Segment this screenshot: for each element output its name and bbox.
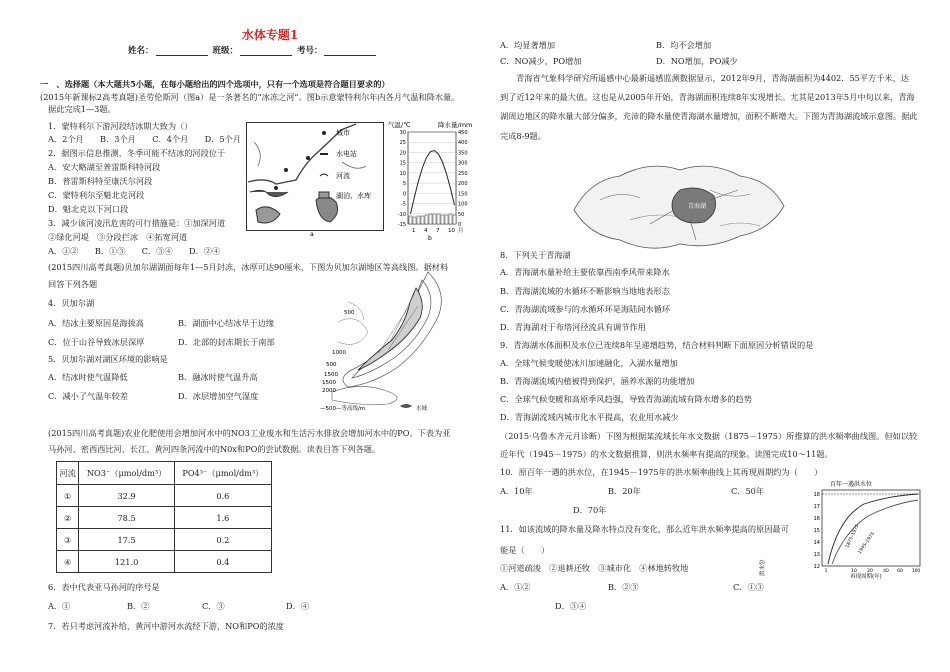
flood-x-tick: 100 [911,569,921,574]
intro-paragraph: 完成8-9题。 [500,131,546,141]
question-5-option: D．冰层增加空气湿度 [178,391,259,401]
question-8-option: B．青海湖流域的水循环不断影响当地地表形态 [500,286,670,296]
exam-number-field[interactable] [324,47,376,56]
right-tick-label: 150 [458,191,468,198]
left-tick-label: 25 [399,140,406,147]
left-tick-label: -15 [397,222,406,228]
x-tick-label: 4 [424,228,428,234]
left-tick-label: 10 [399,170,406,177]
table-row: ④ 121.0 0.4 [57,551,272,573]
left-tick-label: 30 [399,130,406,136]
flood-chart-title: 百年一遇洪水位 [830,481,873,488]
right-axis-title: 降水量/mm [438,121,473,129]
question-8: 8．下列关于青海湖 [500,250,571,260]
question-1: 1．蒙特利尔下游河段结冰期大致为（） [48,121,193,131]
flood-x-tick: 40 [883,569,889,574]
question-9-option: A．全球气候变暖使冰川加速融化，入湖水量增加 [500,358,678,368]
name-field[interactable] [156,47,208,56]
question-11-option: A．①② [500,582,531,592]
right-tick-label: 200 [458,181,468,188]
table-header: PO4³⁻（μmol/dm³） [174,462,271,485]
question-5-option: A．结冰时使气温降低 [48,372,128,382]
question-7-option: D．NO增加，PO减少 [656,56,738,66]
question-10-option: D．70年 [573,505,607,515]
question-8-option: A．青海湖水量补给主要依靠西南季风带来降水 [500,267,670,277]
question-4-option: B．湖面中心结冰早于边缘 [178,318,275,328]
question-11: 能是（ ） [500,545,550,555]
question-6-option: D．④ [286,601,309,611]
intro-paragraph: 据此完成1—3题。 [48,104,116,114]
right-tick-label: 50 [458,211,465,218]
table-row: ③ 17.5 0.2 [57,529,272,551]
flood-y-tick: 15 [813,528,820,534]
class-field[interactable] [240,47,292,56]
student-info: 姓名： 班级： 考号： [128,44,378,56]
intro-paragraph: （2015·乌鲁木齐元月诊断）下图为根据某流域长年水文数据（1875－1975）所推算的洪水频率曲线图。但如以较 [500,431,918,441]
left-tick-label: -10 [397,211,406,218]
precip-bar [433,214,436,224]
x-tick-label: 月 [458,228,464,234]
precip-bar [437,214,440,224]
precip-bar [425,215,428,224]
question-7: 7．若只考虑河流补给，黄河中游河水流经下游，NO和PO的浓度 [48,621,284,631]
question-6: 6．表中代表亚马孙河的序号是 [48,582,160,592]
question-3: 3．减少该河凌汛危害的可行措施是：①加深河道 [48,218,226,228]
question-7-option: C．NO减少，PO增加 [500,56,582,66]
flood-x-tick: 60 [897,569,903,574]
svg-text:500: 500 [344,310,355,316]
svg-text:1500: 1500 [322,380,336,386]
precip-bar [445,215,448,224]
precip-bar [429,214,432,224]
svg-text:2000: 2000 [322,388,336,394]
question-4-option: D．北部的封冻期长于南部 [178,337,275,347]
question-2-option: B．普雷斯科特至康沃尔河段 [48,176,153,186]
river-concentration-table [56,461,272,573]
question-2: 2．据图示信息推测，冬季可能不结冰的河段位于 [48,148,226,158]
precip-bar [413,217,416,224]
intro-paragraph: 近年代（1945－1975）的水文数据推算，则洪水频率有提高的现象。读图完成10～11题。 [500,449,833,459]
intro-paragraph: (2015四川高考真题)农业化肥使用会增加河水中的NO3工业废水和生活污水排放会增加河水中的PO。下表为亚 [48,428,451,438]
right-tick-label: 350 [458,150,468,157]
right-tick-label: 0 [458,222,462,228]
svg-text:1500: 1500 [324,372,338,378]
flood-y-tick: 18 [813,492,820,498]
flood-x-tick: 1 [824,569,828,574]
x-tick-label: 10 [448,228,455,234]
left-axis-title: 气温/℃ [388,121,411,129]
intro-paragraph: 马孙河、密西西比河、长江、黄河四条河流中的N0x和PO的尝试数据。读表目答下列各题。 [48,444,381,454]
flood-y-label: 洪水位 [760,559,766,576]
question-11-option: B．②③ [608,582,639,592]
intro-paragraph: 青海省气象科学研究所遥感中心最新遥感监测数据显示，2012年9月，青海湖面积为4402．55平方千米，达 [516,73,909,83]
question-4: 4．贝加尔湖 [48,298,95,308]
question-6-option: B．② [127,601,150,611]
flood-y-tick: 17 [813,504,820,510]
left-tick-label: 15 [399,160,406,167]
precip-bar [449,214,452,224]
question-5-option: B．融冰时使气温升高 [178,372,258,382]
precip-bar [409,216,412,224]
flood-x-tick: 10 [851,569,857,574]
question-9-option: B．青海湖流域内植被得到保护，涵养水源的功能增加 [500,376,695,386]
x-tick-label: 7 [436,228,440,234]
question-10-option: A．10年 [500,486,533,496]
right-tick-label: 450 [458,130,468,136]
question-9-option: D．青海湖流域内城市化水平提高，农业用水减少 [500,412,679,422]
right-tick-label: 250 [458,170,468,177]
table-row: ② 78.5 1.6 [57,507,272,529]
right-tick-label: 100 [458,201,468,208]
question-11: 11．如该流域的降水量及降水特点没有变化，那么近年洪水频率提高的原因最可 [500,524,789,534]
question-11-option: C．①③ [733,582,764,592]
question-2-option: C．蒙特利尔至魁北克河段 [48,190,145,200]
baikal-contour-map [318,262,468,412]
flood-frequency-chart [760,478,928,580]
question-4-option: C．位于山谷导致冰层深厚 [48,337,145,347]
legend-hydropower: 水电站 [336,150,357,158]
legend-river: 河流 [336,172,350,180]
question-11-option: D．③④ [555,601,587,611]
question-6-option: C．③ [202,601,225,611]
flood-y-tick: 14 [813,540,820,546]
x-tick-label: 1 [412,228,416,234]
left-tick-label: -5 [401,201,406,208]
intro-paragraph: 到了近12年来的最大值。这也是从2005年开始，青海湖面积连续8年实现增长。尤其是2013年5月中旬以来，青海 [500,92,915,102]
precip-bar [441,215,444,224]
question-7-option: A．均显著增加 [500,40,556,50]
question-8-option: D．青海湖对于布塔河径流具有调节作用 [500,322,646,332]
precip-bar [453,215,456,224]
right-tick-label: 400 [458,140,468,147]
fig-b-caption: b [428,235,432,242]
intro-paragraph: (2015年新课标2高考真题)圣劳伦斯河（图a）是一条著名的“冰冻之河”。图b示意蒙特利尔年内各月气温和降水量。 [40,92,460,102]
section-heading: 一 、选择题（本大题共5小题，在每小题给出的四个选项中，只有一个选项是符合题目要求的） [40,79,390,89]
question-4-option: A．结冰主要原因是海拔高 [48,318,144,328]
question-1-options: A．2个月 B．3个月 C．4个月 D．5个月 [48,134,241,144]
question-10-option: B．20年 [608,486,641,496]
precip-bar [417,216,420,224]
question-11-items: ①河道疏浚 ②退耕还牧 ③城市化 ④林地转牧地 [500,563,689,573]
flood-y-tick: 12 [813,564,820,570]
fig-a-legend [316,124,388,204]
intro-paragraph: (2015四川高考真题)贝加尔湖湖面每年1—5月封冻，冰厚可达90厘米，下图为贝加尔湖地区等高线图。据材料 [48,262,449,272]
table-header: NO3⁻（μmol/dm³） [79,462,174,485]
svg-text:1945–1975: 1945–1975 [857,531,877,556]
document-title: 水体专题1 [241,28,299,42]
table-row: ① 32.9 0.6 [57,485,272,507]
intro-paragraph: 湖周边地区的降水量大部分偏多，充沛的降水量使青海湖水量增加，面积不断增大。下图为青海湖流域示意图。据此 [500,111,918,121]
left-tick-label: 0 [402,191,406,198]
precip-bar [421,216,424,224]
montreal-climate-chart [388,120,478,242]
question-6-option: A．① [48,601,71,611]
intro-paragraph: 回答下列各题 [48,279,98,289]
question-9-option: C．全球气候变暖和高原季风趋强，导致青海湖流域有降水增多的趋势 [500,394,752,404]
left-tick-label: 5 [402,181,406,188]
legend-lake: 湖泊、水库 [336,192,371,200]
fig-a-caption: a [310,231,314,238]
svg-text:1000: 1000 [332,350,346,356]
legend-contour: —500—等高线/m [320,406,366,412]
flood-x-label: 再现周期(年) [850,574,882,580]
right-tick-label: 300 [458,160,468,167]
flood-x-tick: 20 [867,569,873,574]
svg-text:500: 500 [326,362,337,368]
left-tick-label: 20 [399,150,406,157]
legend-water: 水域 [416,406,428,412]
question-9: 9．青海湖水体面积及水位已连续8年呈递增趋势，结合材料判断下面原因分析错误的是 [500,340,814,350]
question-5-option: C．减小了气温年较差 [48,391,128,401]
question-5: 5．贝加尔湖对湖区环境的影响是 [48,354,168,364]
question-3-measures: ②绿化河堤 ③分段拦冰 ④拓宽河道 [48,232,188,242]
question-7-option: B．均不会增加 [656,40,712,50]
question-3-options: A．①② B．①③ C．③④ D．②④ [48,246,221,256]
question-8-option: C．青海湖流域参与的水循环环是海陆间水循环 [500,304,671,314]
legend-city: 城市 [336,129,350,137]
question-10: 10．原百年一遇的洪水位，在1945－1975年的洪水频率曲线上其再现周期约为（ ） [500,467,823,477]
svg-text:1875–1975: 1875–1975 [845,523,861,549]
flood-y-tick: 16 [813,516,820,522]
question-2-option: A．安大略湖至普雷斯科特河段 [48,162,161,172]
qinghai-lake-map [570,150,790,258]
question-2-option: D．魁北克以下河口段 [48,204,129,214]
map-lake-label: 青海湖 [688,203,707,210]
question-10-option: C．50年 [731,486,765,496]
table-header: 河流 [57,462,79,485]
flood-y-tick: 13 [813,552,820,558]
